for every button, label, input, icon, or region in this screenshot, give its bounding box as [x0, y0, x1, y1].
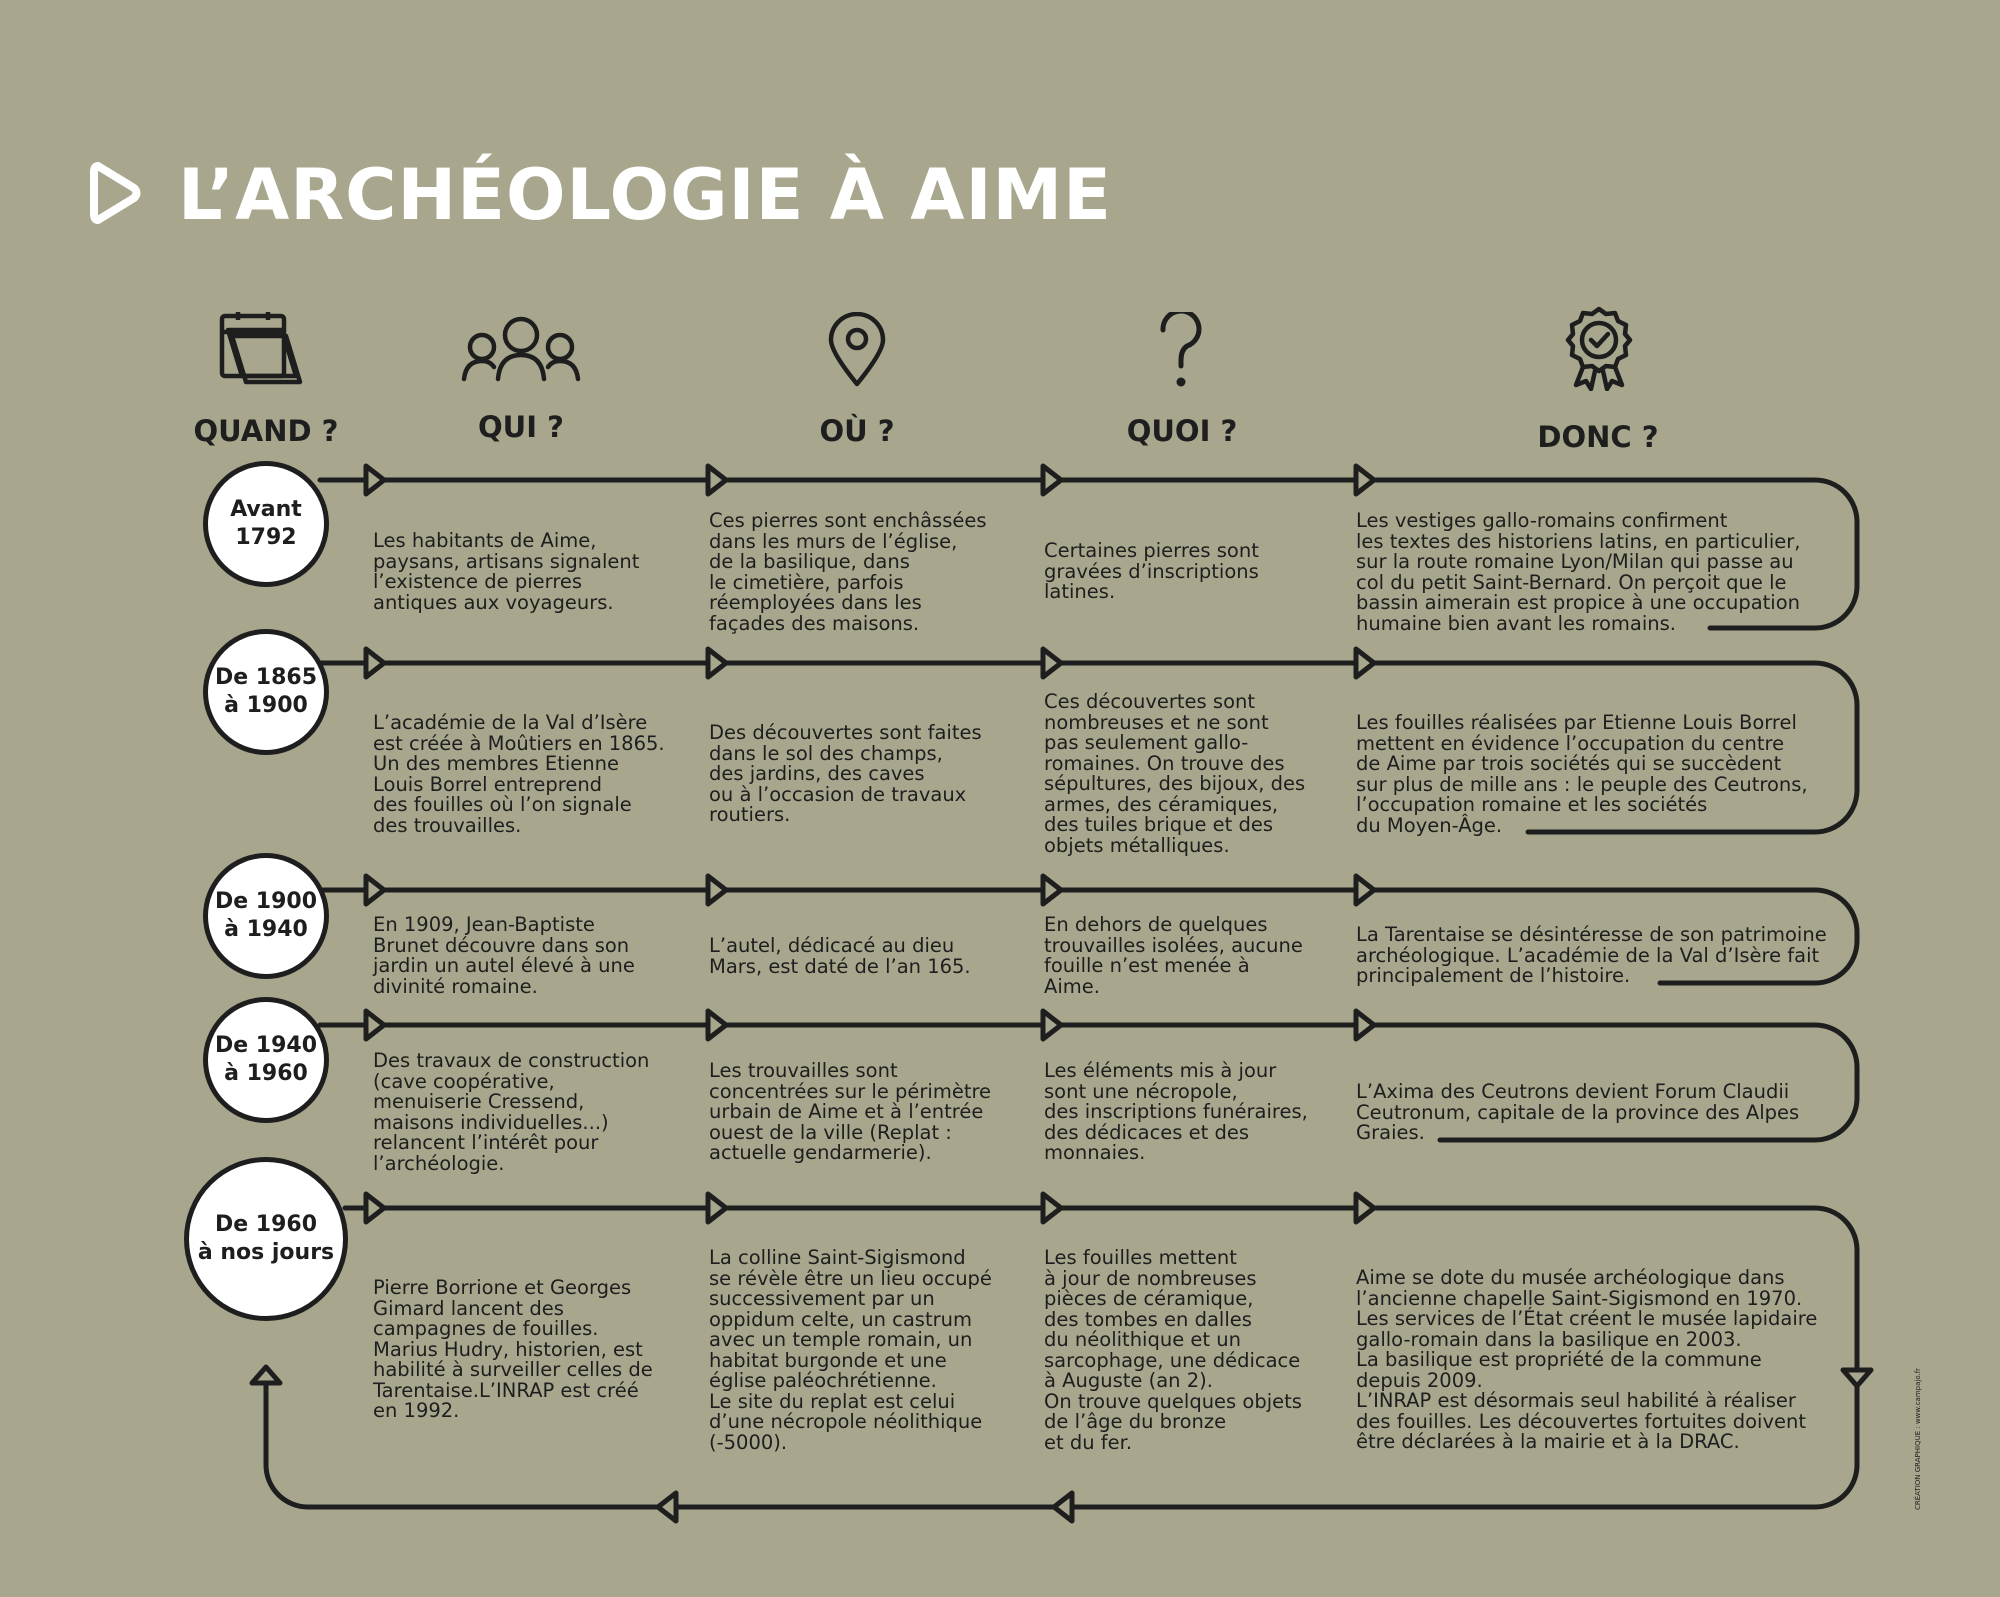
flow-arrow: [1043, 649, 1061, 677]
cell-donc-row-5: Aime se dote du musée archéologique dans l’ancienne chapelle Saint-Sigismond en 1970. Les services de l’État créent le musée lapidaire gallo-romain dans la basilique en 2003. La basilique est propriété de la commune depuis 2009. L’INRAP est désormais seul habilité à réaliser des fouilles. Les découvertes fortuites doivent être déclarées à la mairie et à la DRAC.: [1356, 1266, 1818, 1453]
flow-arrow: [1356, 649, 1374, 677]
cell-donc-row-1: Les vestiges gallo-romains confirment les textes des historiens latins, en particulier, sur la route romaine Lyon/Milan qui passe au col du petit Saint-Bernard. On perçoit que le bassin aimerain est propice à une occupation humaine bien avant les romains.: [1356, 509, 1801, 635]
flow-arrow: [1356, 466, 1374, 494]
cell-qui-row-4: Des travaux de construction (cave coopérative, menuiserie Cressend, maisons individuelles...) relancent l’intérêt pour l’archéologie.: [373, 1049, 650, 1175]
date-circle-2: De 1865 à 1900: [203, 629, 329, 755]
flow-arrow: [366, 1011, 384, 1039]
flow-arrow: [1356, 876, 1374, 904]
cell-qui-row-1: Les habitants de Aime, paysans, artisans signalent l’existence de pierres antiques aux voyageurs.: [373, 529, 640, 614]
cell-ou-row-4: Les trouvailles sont concentrées sur le périmètre urbain de Aime et à l’entrée ouest de la ville (Replat : actuelle gendarmerie).: [709, 1059, 992, 1164]
cell-ou-row-5: La colline Saint-Sigismond se révèle être un lieu occupé successivement par un oppidum celte, un castrum avec un temple romain, un habitat burgonde et une église paléochrétienne. Le site du replat est celui d’une nécropole néolithique (-5000).: [709, 1246, 992, 1454]
flow-arrow: [1043, 466, 1061, 494]
flow-arrow: [366, 1194, 384, 1222]
cell-ou-row-3: L’autel, dédicacé au dieu Mars, est daté de l’an 165.: [709, 934, 971, 978]
cell-qui-row-5: Pierre Borrione et Georges Gimard lancent des campagnes de fouilles. Marius Hudry, historien, est habilité à surveiller celles de Tarentaise.L’INRAP est créé en 1992.: [373, 1276, 653, 1422]
flow-arrow: [1043, 876, 1061, 904]
header-qui: QUI ?: [478, 410, 564, 444]
header-ou: OÙ ?: [819, 414, 895, 448]
flow-arrow: [1043, 1011, 1061, 1039]
flow-arrow: [1843, 1370, 1871, 1386]
cell-quoi-row-2: Ces découvertes sont nombreuses et ne sont pas seulement gallo- romaines. On trouve des sépultures, des bijoux, des armes, des céramiques, des tuiles brique et des objets métalliques.: [1044, 690, 1306, 857]
date-circle-3: De 1900 à 1940: [203, 853, 329, 979]
flow-arrow: [1054, 1493, 1072, 1521]
flow-arrow: [658, 1493, 676, 1521]
cell-quoi-row-4: Les éléments mis à jour sont une nécropole, des inscriptions funéraires, des dédicaces et des monnaies.: [1044, 1059, 1308, 1164]
page-title: L’ARCHÉOLOGIE À AIME: [178, 154, 1112, 236]
flow-arrow: [366, 876, 384, 904]
cell-donc-row-2: Les fouilles réalisées par Etienne Louis Borrel mettent en évidence l’occupation du centre de Aime par trois sociétés qui se succèdent sur plus de mille ans : le peuple des Ceutrons, l’occupation romaine et les sociétés du Moyen-Âge.: [1356, 711, 1808, 837]
header-donc: DONC ?: [1537, 420, 1659, 454]
cell-qui-row-2: L’académie de la Val d’Isère est créée à Moûtiers en 1865. Un des membres Etienne Louis Borrel entreprend des fouilles où l’on signale des trouvailles.: [373, 711, 665, 837]
date-circle-5: De 1960 à nos jours: [184, 1157, 348, 1321]
flow-arrow: [708, 876, 726, 904]
cell-quoi-row-1: Certaines pierres sont gravées d’inscriptions latines.: [1044, 539, 1259, 603]
cell-donc-row-3: La Tarentaise se désintéresse de son patrimoine archéologique. L’académie de la Val d’Isère fait principalement de l’histoire.: [1356, 923, 1827, 987]
date-circle-1: Avant 1792: [203, 461, 329, 587]
flow-arrow: [366, 649, 384, 677]
flow-arrow: [366, 466, 384, 494]
cell-quoi-row-3: En dehors de quelques trouvailles isolées, aucune fouille n’est menée à Aime.: [1044, 913, 1303, 998]
cell-ou-row-1: Ces pierres sont enchâssées dans les murs de l’église, de la basilique, dans le cimetière, parfois réemployées dans les façades des maisons.: [709, 509, 987, 635]
header-quand: QUAND ?: [193, 414, 339, 448]
date-circle-4: De 1940 à 1960: [203, 997, 329, 1123]
cell-quoi-row-5: Les fouilles mettent à jour de nombreuses pièces de céramique, des tombes en dalles du néolithique et un sarcophage, une dédicace à Auguste (an 2). On trouve quelques objets de l’âge du bronze et du fer.: [1044, 1246, 1302, 1454]
design-credit: CRÉATION GRAPHIQUE : www.campajo.fr: [1914, 1367, 1922, 1510]
cell-ou-row-2: Des découvertes sont faites dans le sol des champs, des jardins, des caves ou à l’occasion de travaux routiers.: [709, 721, 982, 826]
flow-arrow: [252, 1367, 280, 1383]
cell-qui-row-3: En 1909, Jean-Baptiste Brunet découvre dans son jardin un autel élevé à une divinité romaine.: [373, 913, 635, 998]
flow-arrow: [1356, 1011, 1374, 1039]
cell-donc-row-4: L’Axima des Ceutrons devient Forum Claudii Ceutronum, capitale de la province des Alpes Graies.: [1356, 1080, 1800, 1144]
flow-arrow: [708, 649, 726, 677]
header-quoi: QUOI ?: [1126, 414, 1238, 448]
flow-arrow: [708, 1011, 726, 1039]
flow-arrow: [1356, 1194, 1374, 1222]
flow-arrow: [708, 466, 726, 494]
flow-arrow: [708, 1194, 726, 1222]
flow-arrow: [1043, 1194, 1061, 1222]
